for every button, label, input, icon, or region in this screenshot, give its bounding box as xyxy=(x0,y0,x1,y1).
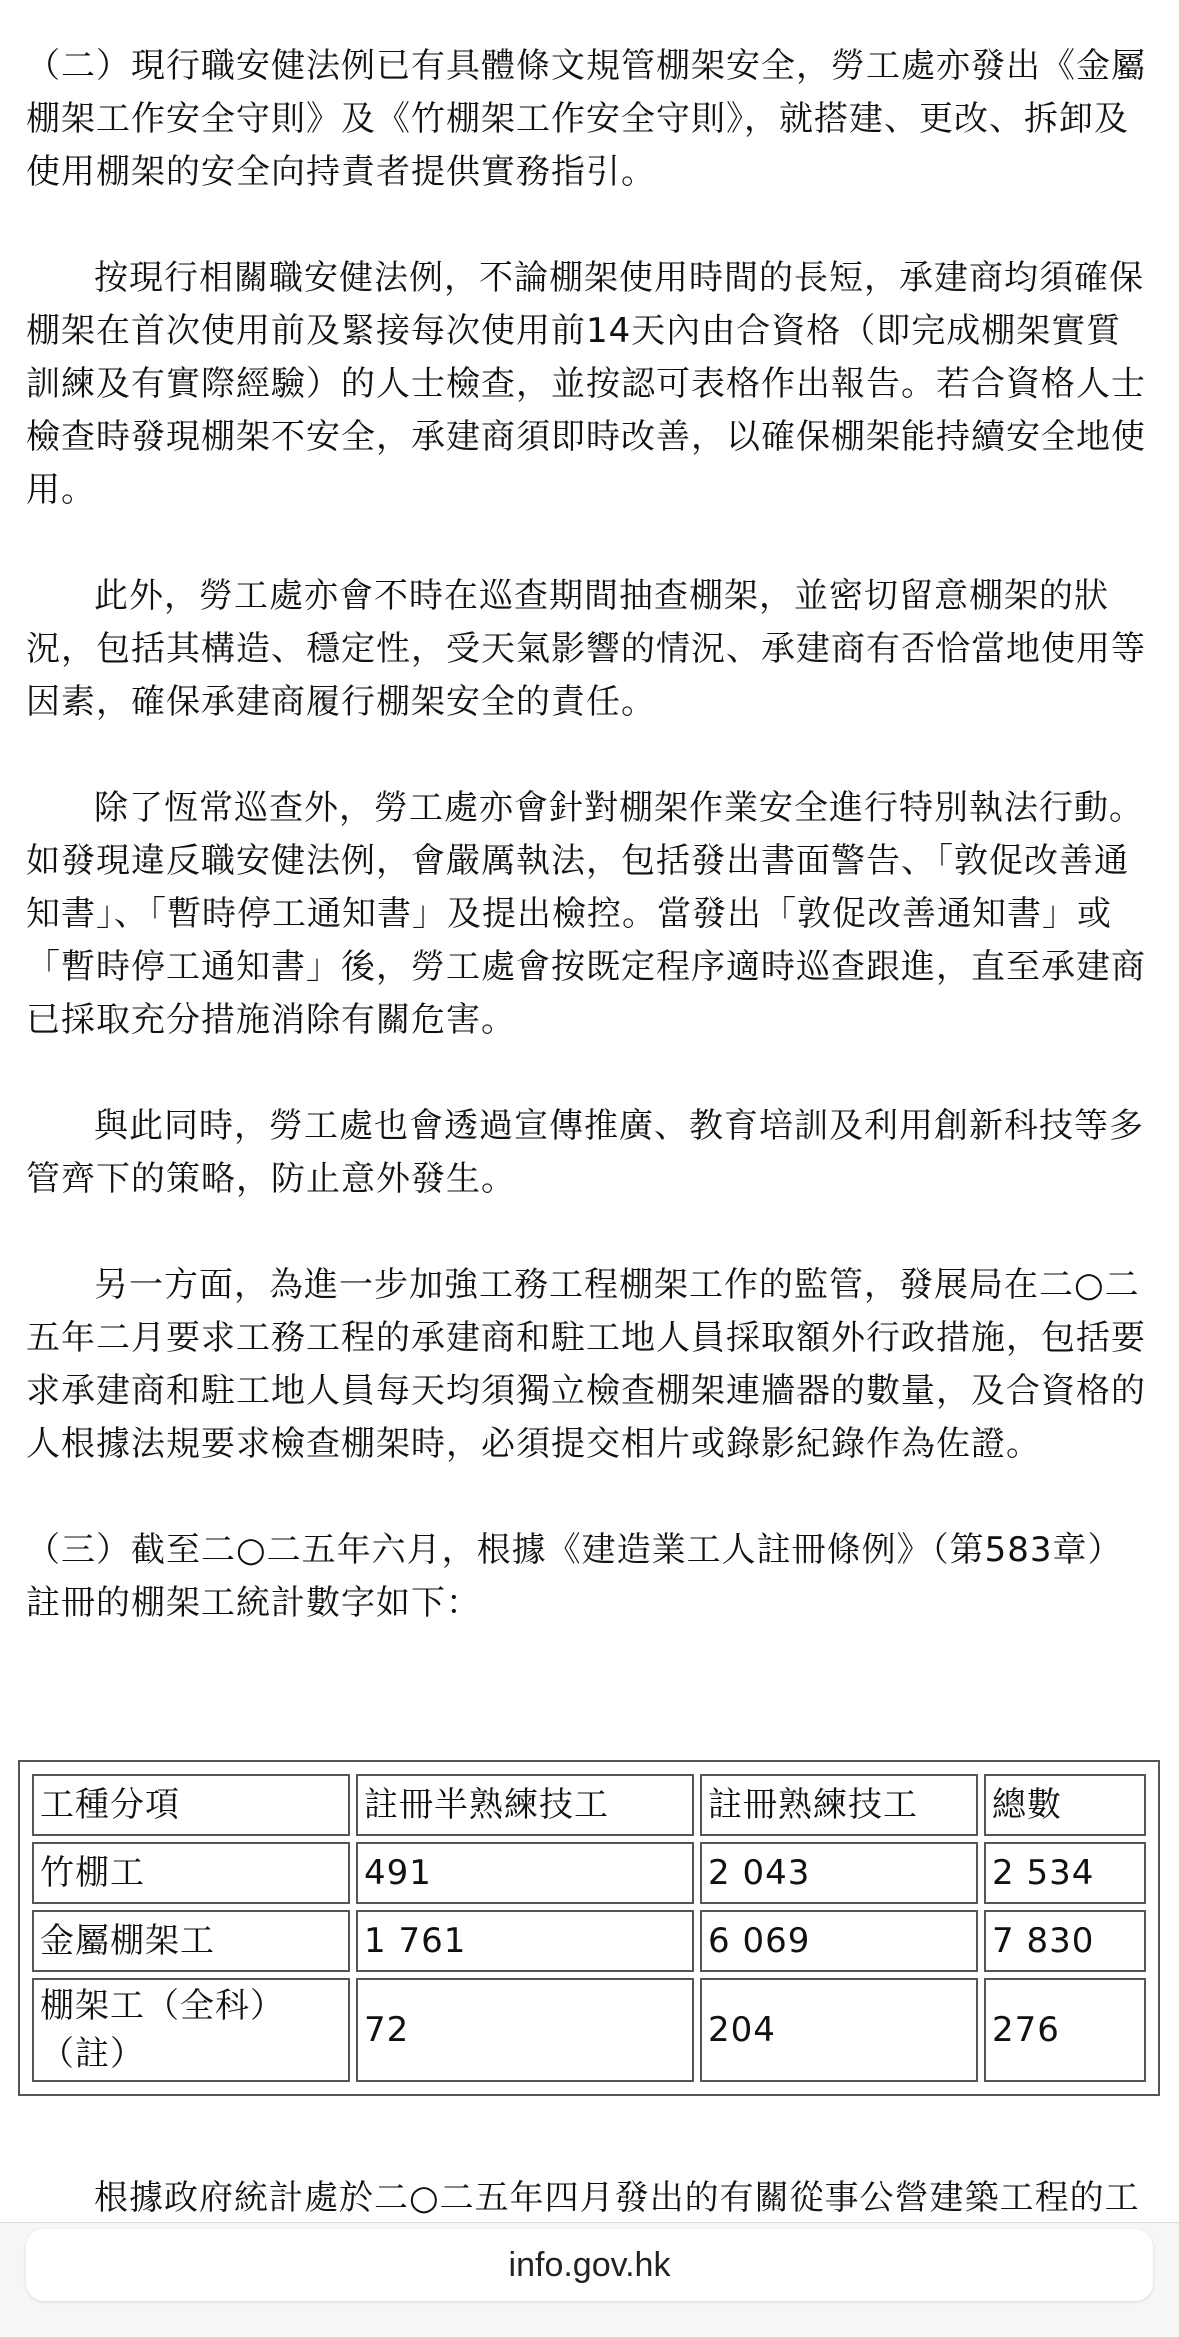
url-text[interactable]: info.gov.hk xyxy=(508,2246,671,2284)
table-header-cell: 工種分項 xyxy=(32,1774,350,1836)
paragraph-devb-measures: 另一方面，為進一步加強工務工程棚架工作的監管，發展局在二○二五年二月要求工務工程的承建商和駐工地人員採取額外行政措施，包括要求承建商和駐工地人員每天均須獨立檢查棚架連牆器的數量，及合資格的人根據法規要求檢查棚架時，必須提交相片或錄影紀錄作為佐證。 xyxy=(26,1265,1146,1464)
statistics-table xyxy=(18,1760,1160,2096)
address-bar[interactable] xyxy=(26,2229,1153,2301)
table-cell: 2 043 xyxy=(700,1842,978,1904)
table-cell: 72 xyxy=(356,1978,694,2082)
table-cell: 金屬棚架工 xyxy=(32,1910,350,1972)
table-row xyxy=(32,1842,1146,1904)
paragraph-inspection: 按現行相關職安健法例，不論棚架使用時間的長短，承建商均須確保棚架在首次使用前及緊接每次使用前14天內由合資格（即完成棚架實質訓練及有實際經驗）的人士檢查，並按認可表格作出報告。若合資格人士檢查時發現棚架不安全，承建商須即時改善，以確保棚架能持續安全地使用。 xyxy=(26,258,1146,510)
table-cell: 2 534 xyxy=(984,1842,1146,1904)
table-header-cell: 註冊熟練技工 xyxy=(700,1774,978,1836)
table-cell: 7 830 xyxy=(984,1910,1146,1972)
browser-bottom-bar xyxy=(0,2222,1179,2337)
paragraph-enforcement: 除了恆常巡查外，勞工處亦會針對棚架作業安全進行特別執法行動。如發現違反職安健法例，會嚴厲執法，包括發出書面警告、「敦促改善通知書」、「暫時停工通知書」及提出檢控。當發出「敦促改善通知書」或「暫時停工通知書」後，勞工處會按既定程序適時巡查跟進，直至承建商已採取充分措施消除有關危害。 xyxy=(26,788,1146,1040)
table-cell: 276 xyxy=(984,1978,1146,2082)
table-row xyxy=(32,1910,1146,1972)
table-cell: 竹棚工 xyxy=(32,1842,350,1904)
table-header-row xyxy=(32,1774,1146,1836)
table-cell: 491 xyxy=(356,1842,694,1904)
table-cell: 1 761 xyxy=(356,1910,694,1972)
table-cell: 204 xyxy=(700,1978,978,2082)
table-header-cell: 註冊半熟練技工 xyxy=(356,1774,694,1836)
table-row xyxy=(32,1978,1146,2082)
article-body xyxy=(26,40,1156,1683)
table-header-cell: 總數 xyxy=(984,1774,1146,1836)
paragraph-2: （二）現行職安健法例已有具體條文規管棚架安全，勞工處亦發出《金屬棚架工作安全守則》及《竹棚架工作安全守則》，就搭建、更改、拆卸及使用棚架的安全向持責者提供實務指引。 xyxy=(26,46,1146,192)
table-cell: 棚架工（全科）（註） xyxy=(32,1978,350,2082)
paragraph-publicity: 與此同時，勞工處也會透過宣傳推廣、教育培訓及利用創新科技等多管齊下的策略，防止意外發生。 xyxy=(26,1106,1144,1199)
table-cell: 6 069 xyxy=(700,1910,978,1972)
paragraph-spot-check: 此外，勞工處亦會不時在巡查期間抽查棚架，並密切留意棚架的狀況，包括其構造、穩定性，受天氣影響的情況、承建商有否恰當地使用等因素，確保承建商履行棚架安全的責任。 xyxy=(26,576,1146,722)
paragraph-wages: 根據政府統計處於二○二五年四月發出的有關從事公營建築工程的工 xyxy=(94,2178,1140,2218)
paragraph-3: （三）截至二○二五年六月，根據《建造業工人註冊條例》（第583章）註冊的棚架工統計數字如下： xyxy=(26,1530,1123,1623)
